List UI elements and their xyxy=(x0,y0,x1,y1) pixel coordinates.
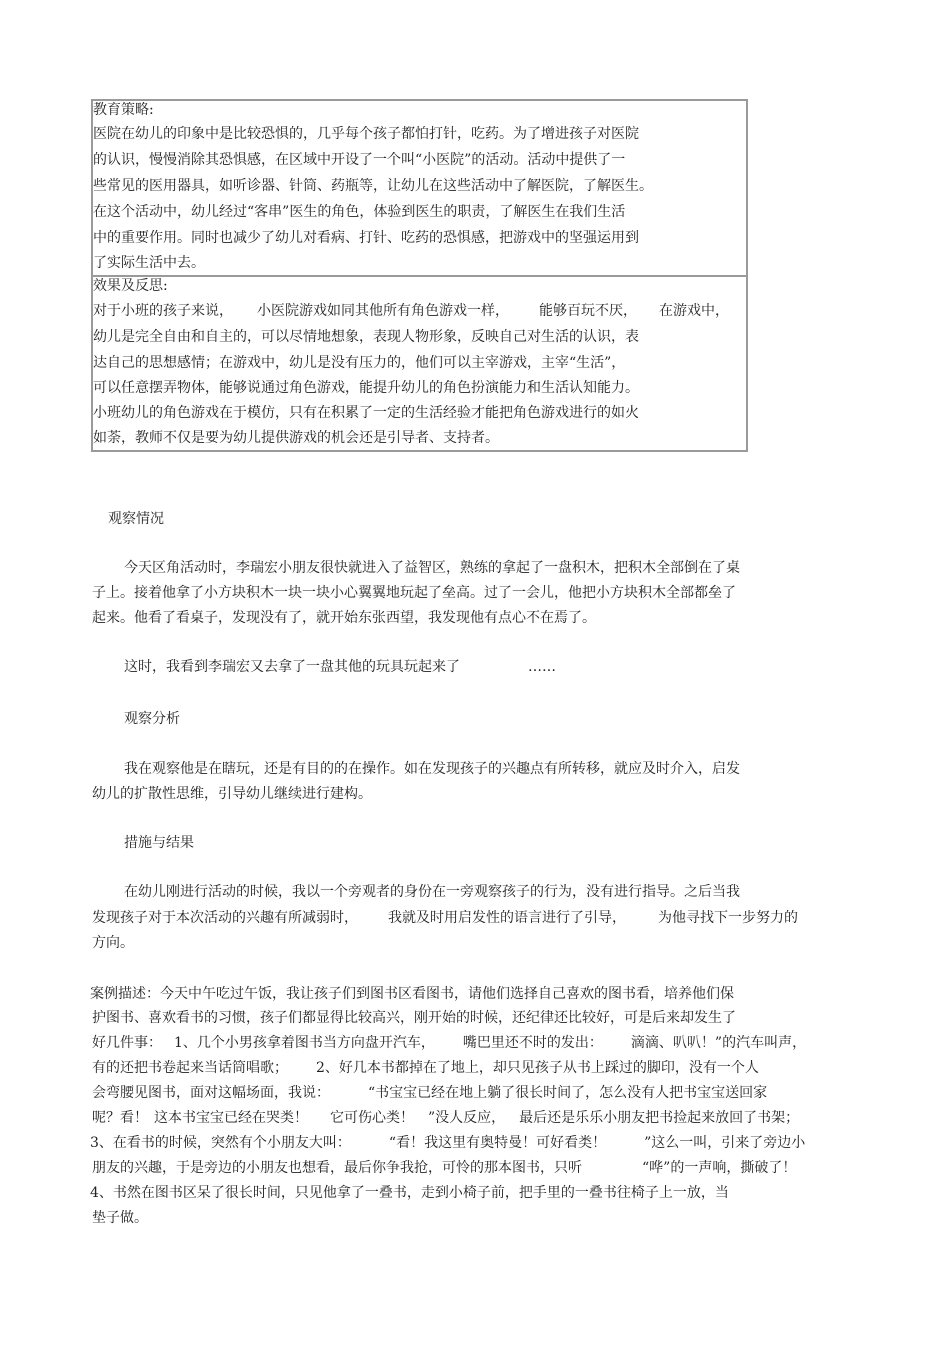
strategy-line: 中的重要作用。同时也减少了幼儿对看病、打针、吃药的恐惧感，把游戏中的坚强运用到 xyxy=(93,230,639,246)
case-line xyxy=(92,1109,799,1127)
reflection-box xyxy=(91,277,748,452)
case-line xyxy=(92,1059,759,1077)
analysis-line: 我在观察他是在瞎玩，还是有目的的在操作。如在发现孩子的兴趣点有所转移，就应及时介入，启发 xyxy=(124,761,740,777)
case-line: 4、书然在图书区呆了很长时间，只见他拿了一叠书，走到小椅子前，把手里的一叠书往椅子上一放，当 xyxy=(90,1185,729,1201)
reflection-line: 如荼，教师不仅是要为幼儿提供游戏的机会还是引导者、支持者。 xyxy=(93,430,499,446)
reflection-line: 达自己的思想感情；在游戏中，幼儿是没有压力的，他们可以主宰游戏，主宰“生活”， xyxy=(93,355,626,371)
case-line-part: “哗”的一声响，撕破了！ xyxy=(642,1160,797,1176)
observation-ellipsis: …… xyxy=(528,659,556,675)
case-line: 垫子做。 xyxy=(92,1210,148,1226)
case-line-part: 最后还是乐乐小朋友把书捡起来放回了书架； xyxy=(519,1110,800,1126)
observation-line: 这时，我看到李瑞宏又去拿了一盘其他的玩具玩起来了 xyxy=(124,659,460,675)
case-line-part: ”这么一叫，引来了旁边小 xyxy=(644,1135,806,1151)
strategy-line: 了实际生活中去。 xyxy=(93,255,205,271)
case-line-part: 好几件事： xyxy=(92,1035,162,1051)
measures-line-part: 我就及时用启发性的语言进行了引导， xyxy=(388,910,626,926)
strategy-line: 医院在幼儿的印象中是比较恐惧的，几乎每个孩子都怕打针，吃药。为了增进孩子对医院 xyxy=(93,126,639,142)
case-line-part: 有的还把书卷起来当话筒唱歌； xyxy=(92,1060,288,1076)
reflection-line-part: 对于小班的孩子来说， xyxy=(93,303,233,319)
case-line-part: 这本书宝宝已经在哭类！ xyxy=(154,1110,308,1126)
case-line-part: 朋友的兴趣，于是旁边的小朋友也想看，最后你争我抢，可怜的那本图书，只听 xyxy=(92,1160,582,1176)
case-line-part: 3、在看书的时候，突然有个小朋友大叫： xyxy=(90,1135,351,1151)
measures-line-part: 发现孩子对于本次活动的兴趣有所减弱时， xyxy=(92,910,358,926)
strategy-line: 在这个活动中，幼儿经过“客串”医生的角色，体验到医生的职责，了解医生在我们生活 xyxy=(93,204,626,220)
observation-line: 起来。他看了看桌子，发现没有了，就开始东张西望，我发现他有点心不在焉了。 xyxy=(92,610,596,626)
case-line xyxy=(92,1084,767,1102)
strategy-line: 些常见的医用器具，如听诊器、针筒、药瓶等，让幼儿在这些活动中了解医院，了解医生。 xyxy=(93,178,653,194)
measures-line: 方向。 xyxy=(92,935,134,951)
reflection-line: 小班幼儿的角色游戏在于模仿，只有在积累了一定的生活经验才能把角色游戏进行的如火 xyxy=(93,405,639,421)
case-line xyxy=(92,1034,806,1052)
observation-line: 子上。接着他拿了小方块积木一块一块小心翼翼地玩起了垒高。过了一会儿，他把小方块积木全部都垒了 xyxy=(92,585,736,601)
strategy-line: 的认识，慢慢消除其恐惧感，在区域中开设了一个叫“小医院”的活动。活动中提供了一 xyxy=(93,152,626,168)
case-line: 案例描述：今天中午吃过午饭，我让孩子们到图书区看图书，请他们选择自己喜欢的图书看，培养他们保 xyxy=(90,986,734,1002)
observation-heading: 观察情况 xyxy=(108,511,164,527)
reflection-line: 可以任意摆弄物体，能够说通过角色游戏，能提升幼儿的角色扮演能力和生活认知能力。 xyxy=(93,380,639,396)
case-line: 护图书、喜欢看书的习惯，孩子们都显得比较高兴，刚开始的时候，还纪律还比较好，可是后来却发生了 xyxy=(92,1010,736,1026)
measures-line-part: 为他寻找下一步努力的 xyxy=(658,910,798,926)
analysis-heading: 观察分析 xyxy=(124,711,180,727)
reflection-line-part: 在游戏中， xyxy=(659,303,729,319)
case-line-part: 会弯腰见图书，面对这幅场面，我说： xyxy=(92,1085,330,1101)
reflection-line-part: 能够百玩不厌， xyxy=(539,303,637,319)
measures-heading: 措施与结果 xyxy=(124,835,194,851)
observation-line: 今天区角活动时，李瑞宏小朋友很快就进入了益智区，熟练的拿起了一盘积木，把积木全部倒在了桌 xyxy=(124,560,740,576)
reflection-line: 幼儿是完全自由和自主的，可以尽情地想象，表现人物形象，反映自己对生活的认识，表 xyxy=(93,329,639,345)
measures-line: 在幼儿刚进行活动的时候，我以一个旁观者的身份在一旁观察孩子的行为，没有进行指导。之后当我 xyxy=(124,884,740,900)
case-line-part: ”没人反应， xyxy=(428,1110,506,1126)
analysis-line: 幼儿的扩散性思维，引导幼儿继续进行建构。 xyxy=(92,786,372,802)
case-line-part: “看！我这里有奥特曼！可好看类！ xyxy=(388,1135,607,1151)
case-line-part: 它可伤心类！ xyxy=(330,1110,414,1126)
strategy-box xyxy=(91,99,748,277)
case-line-part: “书宝宝已经在地上躺了很长时间了，怎么没有人把书宝宝送回家 xyxy=(368,1085,768,1101)
case-line xyxy=(92,1159,796,1177)
case-line-part: 1、几个小男孩拿着图书当方向盘开汽车， xyxy=(174,1035,435,1051)
reflection-heading: 效果及反思: xyxy=(93,278,168,294)
case-line-part: ”的汽车叫声， xyxy=(714,1035,807,1051)
measures-line xyxy=(92,909,798,927)
reflection-line-part: 小医院游戏如同其他所有角色游戏一样， xyxy=(257,303,509,319)
case-line xyxy=(90,1134,805,1152)
reflection-line xyxy=(93,302,729,320)
case-line-part: 嘴巴里还不时的发出： xyxy=(462,1035,603,1051)
case-line-part: 滴滴、叭叭！ xyxy=(630,1035,715,1051)
case-line-part: 呢？看！ xyxy=(92,1110,148,1126)
strategy-heading: 教育策略: xyxy=(93,102,154,118)
case-line-part: 2、好几本书都掉在了地上，却只见孩子从书上踩过的脚印，没有一个人 xyxy=(316,1060,759,1076)
